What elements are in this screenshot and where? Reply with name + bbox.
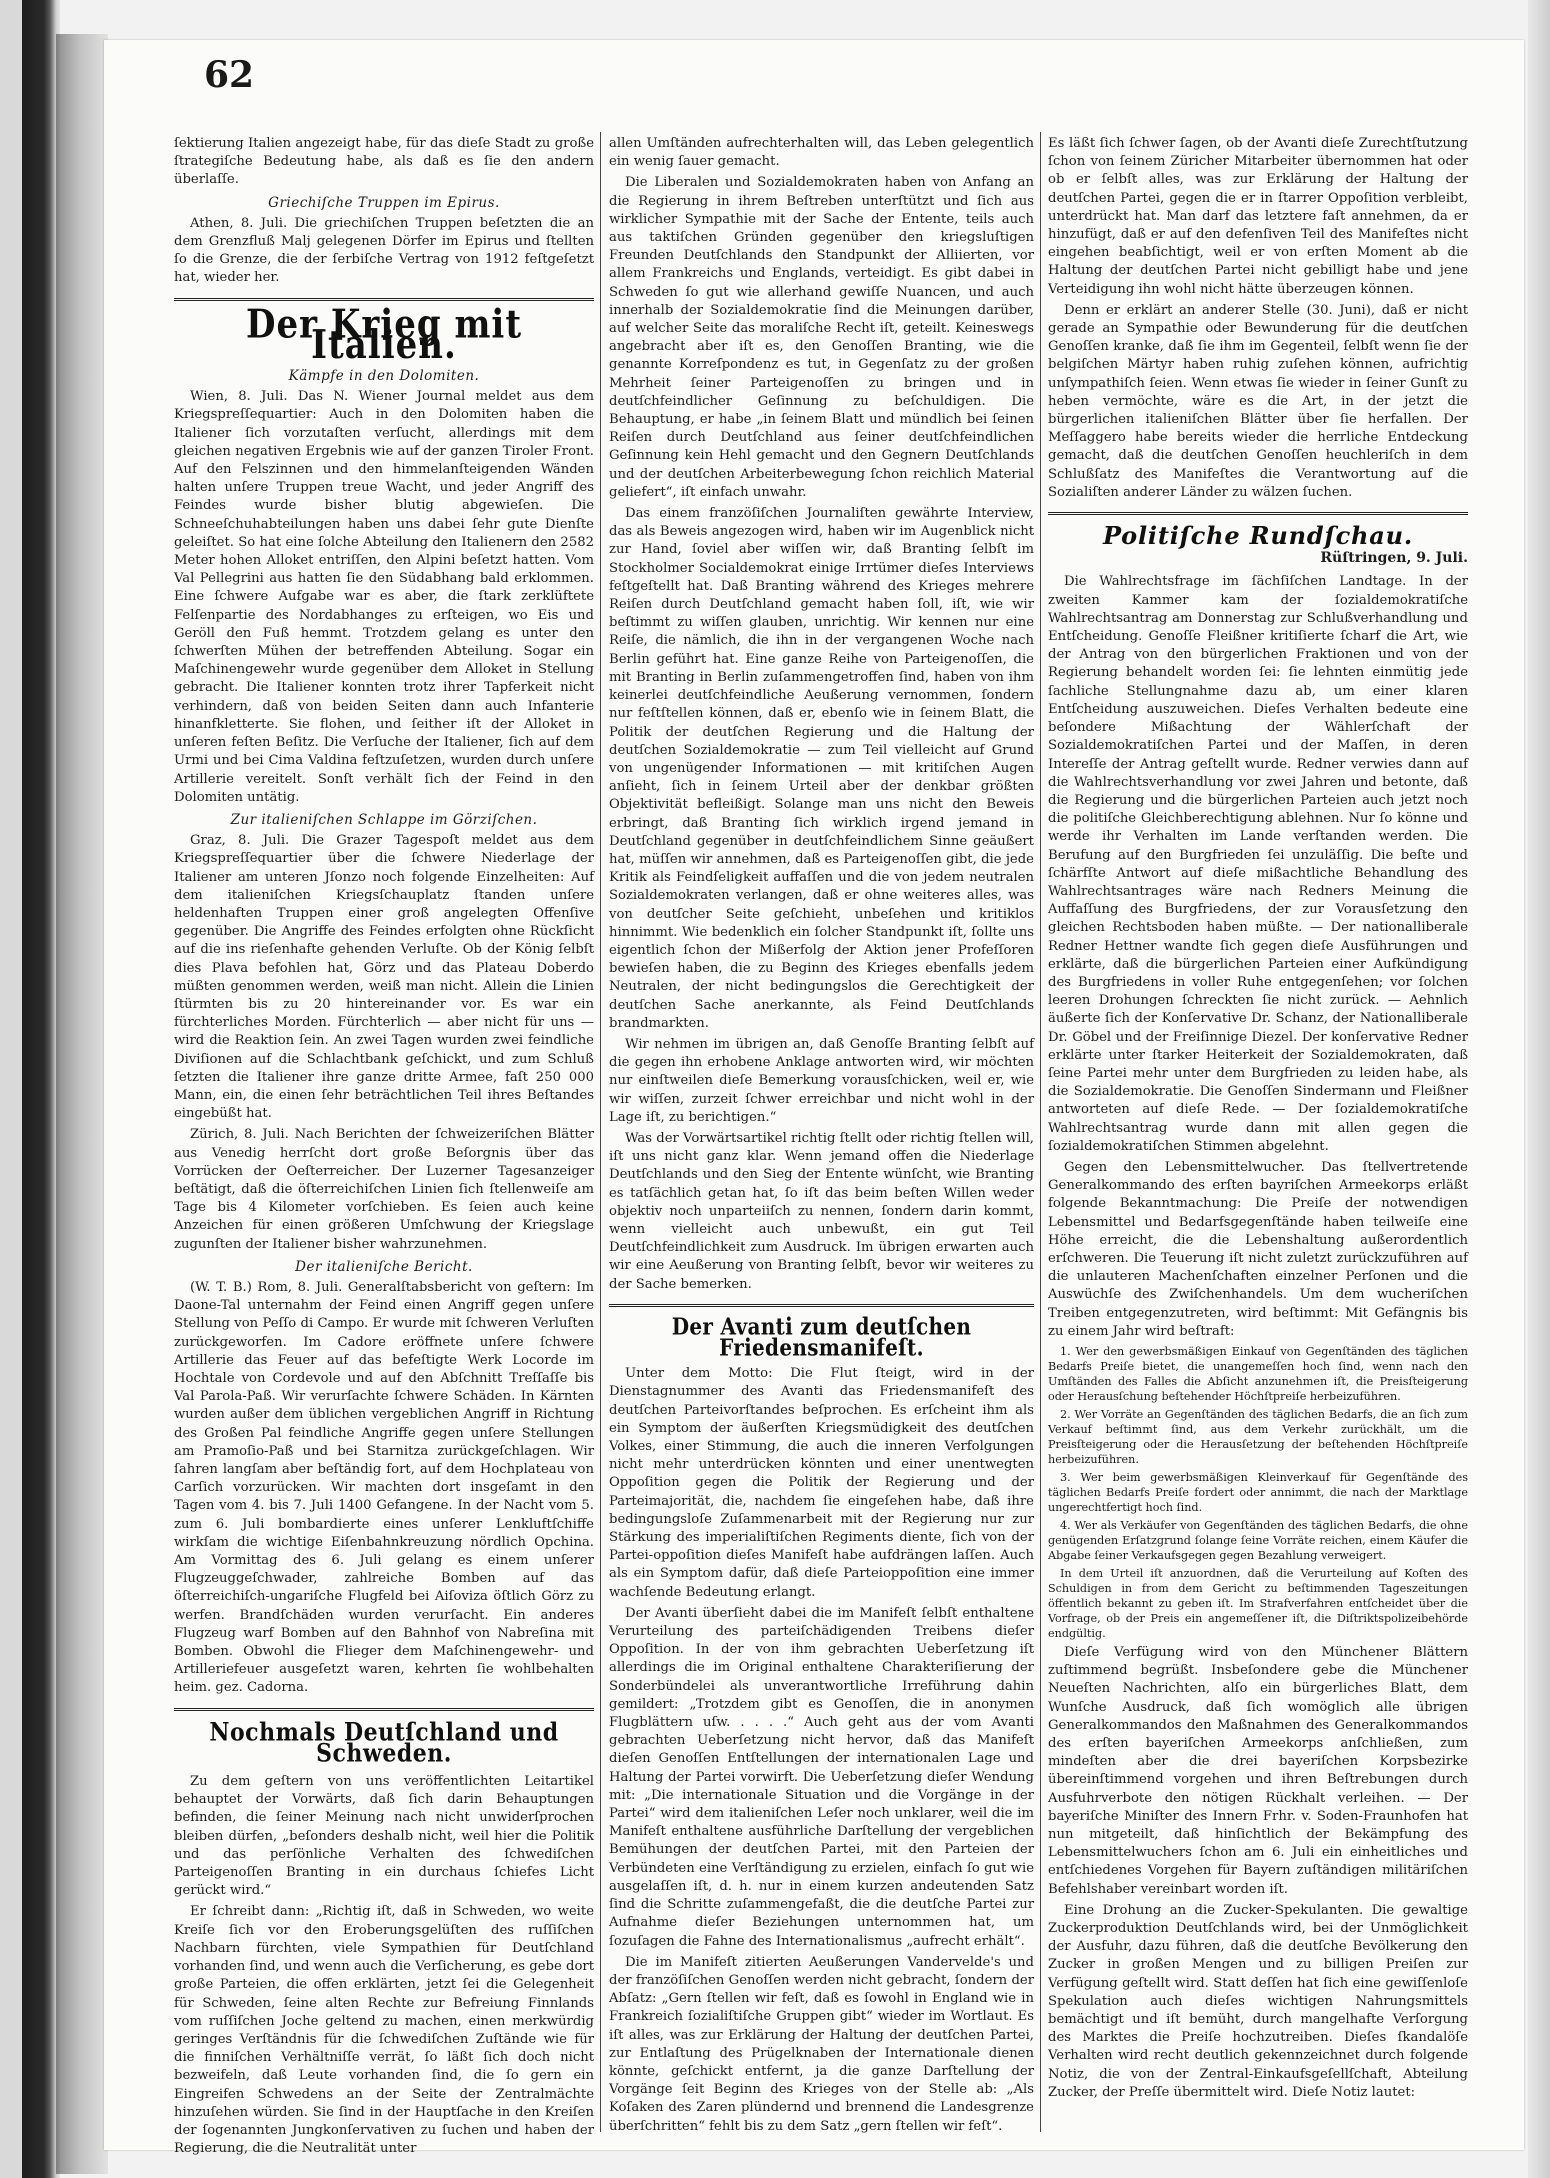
book-spine-shadow	[56, 34, 108, 2174]
paragraph: Der Avanti überſieht dabei die im Manifeſt ſelbſt enthaltene Verurteilung des parteiſchädigenden Treibens dieſer Oppoſition. In der von ihm gebrachten Ueberſetzung iſt allerdings die im Original enthaltene Charakteriſierung der Sonderbündelei als unverantwortliche Irreführung dahin gemildert: „Trotzdem gibt es Genoſſen, die in anonymen Flugblättern uſw. . . . .“ Auch geht aus der vom Avanti gebrachten Ueberſetzung nicht hervor, daß das Manifeſt dieſen Genoſſen Entſtellungen der internationalen Lage und Haltung der Partei vorwirft. Die Ueberſetzung dieſer Wendung mit: „Die internationale Situation und die Vorgänge in der Partei“ wird dem italieniſchen Leſer noch unklarer, weil die im Manifeſt enthaltene ausführliche Darſtellung der vergeblichen Bemühungen der deutſchen Partei, mit den Parteien der Verbündeten eine Verſtändigung zu erzielen, einfach ſo gut wie ausgelaſſen iſt, d. h. nur in einem kurzen andeutenden Satz ſind die Schritte zuſammengefaßt, die die deutſche Partei zur Aufnahme dieſer Beziehungen unternommen hat, um ſozuſagen die Fahne des Internationalismus „aufrecht erhält“.	[609, 1605, 1034, 1949]
section-divider	[174, 1708, 594, 1711]
paragraph: Zu dem geſtern von uns veröffentlichten Leitartikel behauptet der Vorwärts, daß ſich darin Behauptungen befinden, die ſeiner Meinung nach nicht unwiderſprochen bleiben dürfen, „beſonders deshalb nicht, weil hier die Politik und das perſönliche Verhalten des ſchwediſchen Parteigenoſſen Branting in ein durchaus ſchiefes Licht gerückt wird.“	[174, 1774, 594, 1899]
decree-list	[1048, 1344, 1468, 1641]
paragraph: Wien, 8. Juli. Das N. Wiener Journal meldet aus dem Kriegspreſſequartier: Auch in den Dolomiten haben die Italiener ſich vorzutaſten verſucht, allerdings mit dem gleichen negativen Ergebnis wie auf der ganzen Tiroler Front. Auf den Felszinnen und den himmelanſteigenden Wänden halten unſere Truppen treue Wacht, und jeder Angriff des Feindes wurde bisher blutig abgewieſen. Die Schneeſchuhabteilungen haben uns dabei ſehr gute Dienſte geleiſtet. So hat eine ſolche Abteilung den Italienern den 2582 Meter hohen Alloket entriſſen, den Alpini beſetzt hatten. Vom Val Pellegrini aus hatten ſie den Südabhang bald erklommen. Eine ſchwere Aufgabe war es aber, die ſtark zerklüftete Felſenpartie des Nordabhanges zu erſteigen, wo Eis und Geröll den Fuß hemmt. Trotzdem gelang es unter den ſchwerſten Mühen der betreffenden Abteilung. Sogar ein Maſchinengewehr wurde gegenüber dem Alloket in Stellung gebracht. Die Italiener konnten trotz ihrer Tapferkeit nicht verhindern, daß von beiden Seiten dann auch Infanterie hinanfkletterte. Sie flohen, und ſeither iſt der Alloket in unſeren feſten Beſitz. Die Verſuche der Italiener, ſich auf dem Urmi und bei Cima Valdina feſtzuſetzen, wurden durch unſere Artillerie vereitelt. Sonſt verhält ſich der Feind in den Dolomiten untätig.	[174, 389, 594, 805]
subheading-dolomiten: Kämpfe in den Dolomiten.	[288, 368, 480, 385]
headline-nochmals-deutschland-schweden: Nochmals Deutſchland und Schweden.	[209, 1717, 559, 1769]
subheading-goerz: Zur italieniſchen Schlappe im Görziſchen.	[230, 811, 538, 828]
paragraph: (W. T. B.) Rom, 8. Juli. Generalſtabsbericht von geſtern: Im Daone-Tal unternahm der Feind einen Angriff gegen unſere Stellung von Peſſo di Campo. Er wurde mit ſchweren Verluſten zurückgeworfen. Im Cadore eröffnete unſere ſchwere Artillerie das Feuer auf das befeſtigte Werk Locorde im Hochtale von Cordevole und auf den Abſchnitt Treſſaſſe bis Val Parola-Paß. Wir verurſachte ſchwere Schäden. In Kärnten wurden außer dem üblichen vergeblichen Angriff in Richtung des Großen Pal feindliche Angriffe gegen unſere Stellungen am Pramoſio-Paß und bei Starnitza zurückgeſchlagen. Wir ſahren langſam aber beſtändig fort, auf dem Hochplateau von Carſich vorzurücken. Wir machten dort insgeſamt in den Tagen vom 4. bis 7. Juli 1400 Gefangene. In der Nacht vom 5. zum 6. Juli bombardierte eines unſerer Lenkluftſchiffe wirkſam die wichtige Eiſenbahnkreuzung nördlich Opchina. Am Vormittag des 6. Juli gelang es einem unſerer Flugzeuggeſchwader, zahlreiche Bomben auf das öſterreichiſch-ungariſche Flugfeld bei Aiſoviza öſtlich Görz zu werfen. Brandſchäden wurden verurſacht. Ein anderes Flugzeug warf Bomben auf den Bahnhof von Nabreſina mit Bomben. Obwohl die Flieger dem Maſchinengewehr- und Artilleriefeuer ausgeſetzt waren, kehrten ſie wohlbehalten heim. gez. Cadorna.	[174, 1279, 594, 1696]
paragraph: Es läßt ſich ſchwer ſagen, ob der Avanti dieſe Zurechtſtutzung ſchon von ſeinem Züricher Mitarbeiter übernommen hat oder ob er ſelbſt alles, was zur Erklärung der Haltung der deutſchen Partei, gegen die er in ſtarrer Oppoſition verbleibt, unterdrückt hat. Man darf das letztere faſt annehmen, da er hinzufügt, daß er auf den defenſiven Teil des Manifeſtes nicht eingehen beabſichtigt, weil er von erſten Moment ab die Haltung der deutſchen Partei nicht gebilligt habe und jene Verteidigung ihn wohl nicht hätte überzeugen können.	[1048, 136, 1468, 297]
paragraph: Eine Drohung an die Zucker-Spekulanten. Die gewaltige Zuckerproduktion Deutſchlands wird, bei der Unmöglichkeit der Ausfuhr, dazu führen, daß die deutſche Bevölkerung den Zucker in großen Mengen und zu billigen Preiſen zur Verfügung geſtellt wird. Statt deſſen hat ſich eine gewiſſenloſe Spekulation auch dieſes wichtigen Nahrungsmittels bemächtigt und iſt bemüht, durch mangelhafte Verſorgung des Marktes die Preiſe hochzutreiben. Dieſes ſkandalöſe Verhalten wird recht deutlich gekennzeichnet durch folgende Notiz, die von der Zentral-Einkaufsgeſellſchaft, Abteilung Zucker, der Preſſe übermittelt wird. Dieſe Notiz lautet:	[1048, 1902, 1468, 2100]
page-number: 62	[204, 54, 255, 96]
paragraph: Er ſchreibt dann: „Richtig iſt, daß in Schweden, wo weite Kreiſe ſich vor den Eroberungsgelüſten des ruſſiſchen Nachbarn fürchten, viele Sympathien für Deutſchland vorhanden ſind, und wenn auch die Verſicherung, es gebe dort große Parteien, die offen erklärten, jetzt ſei die Gelegenheit für Schweden, ſeine alten Rechte zur Befreiung Finnlands vom ruſſiſchen Joche geltend zu machen, einen merkwürdig geringes Verſtändnis für die ſchwediſchen Zuſtände wie für die finniſchen Verhältniſſe verrät, ſo läßt ſich doch nicht bezweifeln, daß Leute vorhanden ſind, die ſo gern ein Eingreifen Schwedens an der Seite der Zentralmächte hinzuſehen würden. Sie ſind in der Hauptſache in den Kreiſen der ſogenannten Jungkonſervativen zu ſuchen und haben der Regierung, die die Neutralität unter	[174, 1904, 594, 2157]
headline-politische-rundschau: Politiſche Rundſchau.	[1102, 521, 1414, 551]
subheading-italienischer-bericht: Der italieniſche Bericht.	[295, 1258, 473, 1275]
dateline: Rüſtringen, 9. Juli.	[1320, 550, 1468, 567]
newspaper-page	[104, 40, 1524, 2157]
decree-item: 3. Wer beim gewerbsmäßigen Kleinverkauf für Gegenſtände des täglichen Bedarfs Preiſe fordert oder annimmt, die nach der Marktlage ungerechtfertigt hoch ſind.	[1048, 1471, 1468, 1514]
column-3	[1048, 135, 1468, 2125]
paragraph: Gegen den Lebensmittelwucher. Das ſtellvertretende Generalkommando des erſten bayriſchen Armeekorps erläßt folgende Bekanntmachung: Die Preiſe der notwendigen Lebensmittel und Bedarfsgegenſtände haben teilweiſe eine Höhe erreicht, die die Lebenshaltung außerordentlich erſchweren. Die Teuerung iſt nicht zuletzt zurückzuführen auf die unlauteren Machenſchaften einzelner Perſonen und die Auswüchſe des Zwiſchenhandels. Um dem wucheriſchen Treiben entgegenzutreten, wird beſtimmt: Mit Gefängnis bis zu einem Jahr wird beſtraft:	[1048, 1159, 1468, 1339]
column-rule-2	[1040, 132, 1041, 2132]
scan-border-left	[0, 0, 60, 2178]
headline-krieg-mit-italien: Der Krieg mit Italien.	[245, 301, 523, 369]
decree-item: In dem Urteil iſt anzuordnen, daß die Verurteilung auf Koſten des Schuldigen in from dem Gericht zu beſtimmenden Tageszeitungen öffentlich bekannt zu geben iſt. Im Strafverfahren entſcheidet über die Vorfrage, ob der Preis ein angemeſſener iſt, die Diſtriktspolizeibehörde endgültig.	[1048, 1567, 1468, 1640]
paragraph: Wir nehmen im übrigen an, daß Genoſſe Branting ſelbſt auf die gegen ihn erhobene Anklage antworten wird, wir möchten nur einſtweilen dieſe Bemerkung vorausſchicken, weil er, wie wir wiſſen, zurzeit ſchwer erreichbar und nicht wohl in der Lage iſt, zu berichtigen.“	[609, 1036, 1034, 1125]
headline-avanti-friedensmanifest: Der Avanti zum deutſchen Friedensmanifeſt.	[671, 1312, 972, 1362]
section-divider	[1048, 512, 1468, 515]
paragraph: Athen, 8. Juli. Die griechiſchen Truppen beſetzten die an dem Grenzfluß Malj gelegenen Dörfer im Epirus und ſtellten ſo die Grenze, die der ſerbiſche Vertrag von 1912 feſtgeſetzt hat, wieder her.	[174, 215, 594, 286]
paragraph: Die Wahlrechtsfrage im ſächſiſchen Landtage. In der zweiten Kammer kam der ſozialdemokratiſche Wahlrechtsantrag am Donnerstag zur Schlußverhandlung und Entſcheidung. Genoſſe Fleißner kritiſierte ſcharf die Art, wie der Antrag von den bürgerlichen Fraktionen und von der Regierung behandelt worden ſei: ſie lehnten einmütig jede ſachliche Stellungnahme dazu ab, um einer klaren Entſcheidung auszuweichen. Dieſes Verhalten bedeute eine beſondere Mißachtung der Wählerſchaft der Sozialdemokratiſchen Partei und der Maſſen, in deren Intereſſe der Antrag geſtellt wurde. Redner verwies dann auf die Wahlrechtsverhandlung vor zwei Jahren und betonte, daß die Regierung und die bürgerlichen Parteien auch jetzt noch die politiſche Gleichberechtigung ablehnen. Nur ſo könne und werde ihr Verhalten im Lande verſtanden werden. Die Berufung auf den Burgfrieden ſei unzuläſſig. Die beſte und ſchärfſte Antwort auf dieſe mißachtliche Behandlung des Wahlrechtsantrages wäre nach Redners Meinung die Auffaſſung des Burgfriedens, der zur Vorausſetzung den gleichen Rechtsboden haben müßte. — Der nationalliberale Redner Hettner wandte ſich gegen dieſe Ausführungen und erklärte, daß die bürgerlichen Parteien einer Aufkündigung des Burgfriedens in voller Ruhe entgegenſehen; vor ſolchen leeren Drohungen ſchreckten ſie nicht zurück. — Aehnlich äußerte ſich der Konſervative Dr. Schanz, der Nationalliberale Dr. Göbel und der Freiſinnige Diezel. Der konſervative Redner erklärte unter ſtarker Heiterkeit der Sozialdemokraten, daß ſeine Partei mehr unter dem Burgfrieden zu leiden habe, als die Sozialdemokratie. Die Genoſſen Sindermann und Fleißner antworteten auf dieſe Rede. — Der ſozialdemokratiſche Wahlrechtsantrag wurde dann mit allen gegen die ſozialdemokratiſchen Stimmen abgelehnt.	[1048, 574, 1468, 1154]
paragraph: ſektierung Italien angezeigt habe, für das dieſe Stadt zu große ſtrategiſche Bedeutung habe, als daß es ſie den andern überlaſſe.	[174, 136, 594, 188]
decree-item: 2. Wer Vorräte an Gegenſtänden des täglichen Bedarfs, die an ſich zum Verkauf beſtimmt ſind, aus dem Verkehr zurückhält, um die Preisſteigerung oder die Herausſetzung der beſtehenden Höchſtpreiſe herbeizuführen.	[1048, 1408, 1468, 1466]
section-divider	[174, 298, 594, 301]
paragraph: Denn er erklärt an anderer Stelle (30. Juni), daß er nicht gerade an Sympathie oder Bewunderung für die deutſchen Genoſſen kranke, daß ſie ihm im Gegenteil, ſelbſt wenn ſie der belgiſchen Märtyr haben ruhig zuſehen können, aufrichtig unſympathiſch ſeien. Wenn etwas ſie wieder in ſeiner Gunſt zu heben vermöchte, wäre es die Art, in der jetzt die bürgerlichen italieniſchen Blätter über ſie herfallen. Der Meſſaggero habe bereits wieder die herrliche Entdeckung gemacht, daß die deutſchen Genoſſen heuchleriſch in dem Schlußſatz des Manifeſtes die Verantwortung auf die Sozialiſten anderer Länder zu wälzen ſuchen.	[1048, 302, 1468, 500]
paragraph: Graz, 8. Juli. Die Grazer Tagespoſt meldet aus dem Kriegspreſſequartier über die ſchwere Niederlage der Italiener am unteren Jſonzo noch folgende Einzelheiten: Auf dem italieniſchen Kriegsſchauplatz ſtanden unſere heldenhaften Truppen einer groß angelegten Offenſive gegenüber. Die Angriffe des Feindes erfolgten ohne Rückſicht auf die ins rieſenhafte gehenden Verluſte. Ob der König ſelbſt dies Plava befohlen hat, Görz und das Plateau Doberdo müßten genommen werden, weiß man nicht. Allein die Linien ſtürmten bis zu 20 hintereinander vor. Es war ein fürchterliches Morden. Fürchterlich — aber nicht für uns — wird die Reaktion ſein. An zwei Tagen wurden zwei feindliche Diviſionen auf die Schlachtbank geſchickt, und zum Schluß ſetzten die Italiener ihre ganze dritte Armee, faſt 250 000 Mann, ein, die einen ſehr beträchtlichen Teil ihres Beſtandes eingebüßt hat.	[174, 833, 594, 1122]
paragraph: Die im Manifeſt zitierten Aeußerungen Vandervelde's und der franzöſiſchen Genoſſen werden nicht gebracht, ſondern der Abſatz: „Gern ſtellen wir feſt, daß es ſowohl in England wie in Frankreich ſozialiſtiſche Gruppen gibt“ wieder im Wortlaut. Es iſt alles, was zur Erklärung der Haltung der deutſchen Partei, zur Entlaſtung des Prügelknaben der Internationale dienen könnte, geſchickt entfernt, ja die ganze Darſtellung der Vorgänge ſeit Beginn des Krieges von der Stelle ab: „Als Koſaken des Zaren plündernd und brennend die Landesgrenze überſchritten“ fehlt bis zu dem Satz „gern ſtellen wir feſt“.	[609, 1954, 1034, 2134]
column-1	[174, 135, 594, 2157]
column-2	[609, 135, 1034, 2134]
scan-border-right	[1528, 0, 1550, 2178]
paragraph: Die Liberalen und Sozialdemokraten haben von Anfang an die Regierung in ihrem Beſtreben unterſtützt und ſich aus wirklicher Sympathie mit der Sache der Entente, teils auch aus taktiſchen Gründen gegenüber den kriegsluſtigen Freunden Deutſchlands den Standpunkt der Alliierten, vor allem Frankreichs und Englands, verteidigt. Es gibt dabei in Schweden ſo gut wie allerhand gewiſſe Nuancen, und auch innerhalb der Sozialdemokratie ſind die Meinungen darüber, auf welcher Seite das moraliſche Recht iſt, geteilt. Keineswegs angebracht aber iſt es, den Genoſſen Branting, wie die genannte Korreſpondenz es tut, in Gegenſatz zu der großen Mehrheit ſeiner Parteigenoſſen zu bringen und in deutſchfeindlicher Geſinnung zu beſchuldigen. Die Behauptung, er habe „in ſeinem Blatt und mündlich bei ſeinen Reiſen durch Deutſchland aus ſeiner deutſchfeindlichen Geſinnung kein Hehl gemacht und den Gegnern Deutſchlands und der deutſchen Arbeiterbewegung ſchon reichlich Material geliefert“, iſt einfach unwahr.	[609, 175, 1034, 500]
decree-item: 4. Wer als Verkäufer von Gegenſtänden des täglichen Bedarfs, die ohne genügenden Erſatzgrund ſolange ſeine Vorräte reichen, einem Käufer die Abgabe ſeiner Verkaufsgegen gegen Bezahlung verweigert.	[1048, 1519, 1468, 1562]
column-rule-1	[600, 132, 601, 2132]
paragraph: Dieſe Verfügung wird von den Münchener Blättern zuſtimmend begrüßt. Insbeſondere gebe die Münchener Neueſten Nachrichten, alſo ein bürgerliches Blatt, dem Wunſche Ausdruck, daß ſich womöglich alle übrigen Generalkommandos den Maßnahmen des Generalkommandos des erſten bayeriſchen Armeekorps anſchließen, zum mindeſten aber die drei bayeriſchen Korpsbezirke übereinſtimmend vorgehen und ihren Beſtrebungen durch Ausfuhrverbote den nötigen Rückhalt verleihen. — Der bayeriſche Miniſter des Innern Frhr. v. Soden-Fraunhofen hat nun mitgeteilt, daß hinſichtlich der Bekämpfung des Lebensmittelwuchers ſchon am 6. Juli ein einheitliches und entſchiedenes Vorgehen für Bayern zuſtändigen militäriſchen Befehlshaber vereinbart worden iſt.	[1048, 1645, 1468, 1897]
paragraph: Das einem franzöſiſchen Journaliſten gewährte Interview, das als Beweis angezogen wird, haben wir im Augenblick nicht zur Hand, ſoviel aber wiſſen wir, daß Branting ſelbſt im Stockholmer Socialdemokrat einige Irrtümer dieſes Interviews feſtgeſtellt hat. Daß Branting während des Krieges mehrere Reiſen durch Deutſchland gemacht haben ſoll, iſt, wie wir beſtimmt zu wiſſen glauben, unrichtig. Wir kennen nur eine Reiſe, die nämlich, die ihn in der vergangenen Woche nach Berlin geführt hat. Eine ganze Reihe von Parteigenoſſen, die mit Branting in Berlin zuſammengetroffen ſind, haben von ihm keinerlei deutſchfeindliche Aeußerung vernommen, ſondern nur feſtſtellen können, daß er, ebenſo wie in ſeinem Blatt, die Politik der deutſchen Regierung und die Haltung der deutſchen Sozialdemokratie — zum Teil vielleicht auf Grund von ungenügender Informationen — mit kritiſchen Augen anſieht, ſich in ſeinem Urteil aber der denkbar größten Objektivität befleißigt. Solange man uns nicht den Beweis erbringt, daß Branting ſich wirklich irgend jemand in Deutſchland gegenüber in deutſchfeindlichem Sinne geäußert hat, müſſen wir annehmen, daß es Parteigenoſſen gibt, die jede Kritik als Feindſeligkeit auffaſſen und die von jedem neutralen Sozialdemokraten verlangen, daß er ohne weiteres alles, was von deutſcher Seite geſchieht, unbeſehen und kritiklos hinnimmt. Wie bedenklich ein ſolcher Standpunkt iſt, ſollte uns eigentlich ſchon der Mißerfolg der Aktion jener Profeſſoren bewieſen haben, die zu Beginn des Krieges ebenfalls jedem Neutralen, der nicht bedingungslos die Gerechtigkeit der deutſchen Sache anerkannte, als Feind Deutſchlands brandmarkten.	[609, 506, 1034, 1031]
paragraph: allen Umſtänden aufrechterhalten will, das Leben gelegentlich ein wenig ſauer gemacht.	[609, 136, 1034, 170]
section-divider	[609, 1304, 1034, 1307]
decree-item: 1. Wer den gewerbsmäßigen Einkauf von Gegenſtänden des täglichen Bedarfs Preiſe bietet, die unangemeſſen hoch ſind, wenn nach den Umſtänden des Falles die Abſicht anzunehmen iſt, die Preisſteigerung oder Herausſchung beſtehender Höchſtpreiſe herbeizuführen.	[1048, 1345, 1468, 1403]
paragraph: Zürich, 8. Juli. Nach Berichten der ſchweizeriſchen Blätter aus Venedig herrſcht dort große Beſorgnis über das Vorrücken der Oeſterreicher. Der Luzerner Tagesanzeiger beſtätigt, daß die öſterreichiſchen Linien ſich ſtellenweiſe am Tage bis 4 Kilometer vorſchieben. Es ſeien auch keine Anzeichen für einen größeren Umſchwung der Kriegslage zugunſten der Italiener bisher wahrzunehmen.	[174, 1127, 594, 1252]
paragraph: Unter dem Motto: Die Flut ſteigt, wird in der Dienstagnummer des Avanti das Friedensmanifeſt des deutſchen Parteivorſtandes beſprochen. Es erſcheint ihm als ein Symptom der äußerſten Kriegsmüdigkeit des deutſchen Volkes, einer Stimmung, die auch die inneren Verfolgungen nicht mehr unterdrücken könnten und einer unentwegten Oppoſition gegen die Politik der Regierung und der Parteimajorität, die, nachdem ſie eingeſehen habe, daß ihre bedingungsloſe Zuſammenarbeit mit der Regierung nur zur Stärkung des imperialiſtiſchen Regiments diente, ſich von der Partei-oppoſition dieſes Manifeſt habe aufdrängen laſſen. Auch als ein Symptom dafür, daß dieſe Parteioppoſition eine immer wachſende Bedeutung erlangt.	[609, 1366, 1034, 1600]
paragraph: Was der Vorwärtsartikel richtig ſtellt oder richtig ſtellen will, iſt uns nicht ganz klar. Wenn jemand offen die Niederlage Deutſchlands und den Sieg der Entente wünſcht, wie Branting es tatſächlich getan hat, ſo iſt das beim beſten Willen weder objektiv noch unparteiiſch zu nennen, ſondern darin kommt, wenn vielleicht auch unbewußt, ein gut Teil Deutſchfeindlichkeit zum Ausdruck. Im übrigen erwarten auch wir eine Aeußerung von Branting ſelbſt, bevor wir weiteres zu der Sache bemerken.	[609, 1130, 1034, 1292]
subheading-epirus: Griechiſche Truppen im Epirus.	[268, 194, 500, 211]
